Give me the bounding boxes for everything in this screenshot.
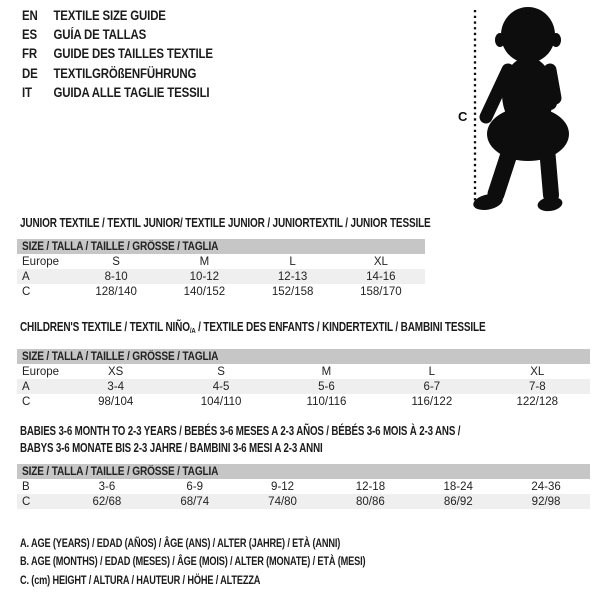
size-header-bar — [17, 464, 590, 479]
lang-title: TEXTILGRÖßENFÜHRUNG — [53, 65, 197, 81]
table-row — [17, 494, 590, 509]
baby-leg-left — [496, 148, 511, 194]
table-cell: 110/116 — [306, 395, 347, 408]
size-header-bar-cell — [17, 349, 590, 364]
lang-title: GUÍA DE TALLAS — [53, 27, 147, 43]
table-row — [17, 379, 590, 394]
table-cell: 9-12 — [271, 480, 295, 493]
baby-foot-right — [537, 195, 564, 212]
table-cell: 80/86 — [326, 494, 414, 509]
row-label: C — [17, 494, 63, 509]
lang-row-it — [22, 83, 213, 102]
lang-code: EN — [22, 8, 38, 23]
baby-head — [501, 7, 555, 63]
babies-title-line1: BABIES 3-6 MONTH TO 2-3 YEARS / BEBÉS 3-6 MESES A 2-3 AÑOS / BÉBÉS 3-6 MOIS À 2-3 ANS / — [20, 424, 461, 438]
table-cell: 14-16 — [337, 269, 425, 284]
table-cell: 12-13 — [249, 269, 337, 284]
table-cell: 68/74 — [151, 494, 239, 509]
size-header-bar-text: SIZE / TALLA / TAILLE / GRÖSSE / TAGLIA — [22, 465, 219, 478]
footnote-c: C. (cm) HEIGHT / ALTURA / HAUTEUR / HÖHE / ALTEZZA — [20, 572, 261, 587]
table-cell: M — [321, 365, 332, 378]
lang-title: TEXTILE SIZE GUIDE — [53, 8, 166, 23]
children-table-title-text — [20, 320, 485, 338]
table-cell: 74/80 — [239, 494, 327, 509]
footnote-b: B. AGE (MONTHS) / EDAD (MESES) / ÂGE (MOIS) / ALTER (MONATE) / ETÀ (MESI) — [20, 554, 366, 569]
language-title-list — [22, 6, 247, 102]
table-cell: 6-7 — [379, 379, 484, 394]
row-label: C — [22, 395, 31, 408]
lang-title: GUIDE DES TAILLES TEXTILE — [53, 46, 213, 62]
babies-size-table — [17, 464, 590, 509]
lang-row-fr — [22, 44, 213, 63]
children-title-part1: CHILDREN'S TEXTILE / TEXTIL NIÑO — [20, 320, 190, 334]
table-cell: XL — [373, 255, 388, 268]
lang-code: IT — [22, 84, 32, 100]
size-header-bar-cell — [17, 464, 590, 479]
footnote-a: A. AGE (YEARS) / EDAD (AÑOS) / ÂGE (ANS) / ALTER (JAHRE) / ETÀ (ANNI) — [20, 536, 341, 550]
baby-silhouette-icon — [458, 2, 600, 215]
baby-figure — [458, 2, 600, 215]
children-size-table — [17, 349, 590, 409]
size-header-bar — [17, 239, 425, 254]
children-table-title — [20, 320, 590, 338]
row-label: C — [22, 285, 31, 298]
table-cell: 7-8 — [485, 379, 590, 394]
table-cell: 3-6 — [98, 480, 116, 493]
table-cell: 122/128 — [516, 395, 559, 408]
size-header-bar-text: SIZE / TALLA / TAILLE / GRÖSSE / TAGLIA — [22, 240, 219, 253]
size-header-bar-cell — [17, 239, 425, 254]
baby-hand-right — [543, 96, 557, 110]
table-cell: 116/122 — [411, 395, 453, 408]
baby-ear-right — [551, 33, 561, 47]
table-cell: 5-6 — [274, 379, 379, 394]
table-cell: 86/92 — [414, 494, 502, 509]
table-cell: 8-10 — [72, 269, 160, 284]
lang-title: GUIDA ALLE TAGLIE TESSILI — [53, 84, 210, 100]
junior-size-table — [17, 239, 425, 299]
table-cell: S — [217, 365, 225, 378]
table-cell: 140/152 — [183, 285, 226, 298]
size-header-bar — [17, 349, 590, 364]
lang-row-en — [22, 6, 213, 25]
table-cell: S — [112, 255, 120, 268]
table-cell: L — [289, 255, 296, 268]
babies-table-title — [20, 423, 590, 456]
table-cell: 18-24 — [443, 480, 473, 493]
table-cell: 104/110 — [200, 395, 242, 408]
table-row — [17, 364, 590, 379]
size-header-bar-text: SIZE / TALLA / TAILLE / GRÖSSE / TAGLIA — [22, 350, 219, 363]
row-label: Europe — [22, 255, 60, 268]
junior-table-section — [17, 216, 431, 299]
table-cell: 92/98 — [502, 494, 590, 509]
babies-table-section — [17, 423, 590, 509]
table-cell: 4-5 — [168, 379, 273, 394]
lang-row-de — [22, 64, 213, 83]
table-row — [17, 284, 425, 299]
junior-table-title — [20, 216, 431, 231]
table-cell: 62/68 — [63, 494, 151, 509]
junior-table-title-text: JUNIOR TEXTILE / TEXTIL JUNIOR/ TEXTILE JUNIOR / JUNIORTEXTIL / JUNIOR TESSILE — [20, 216, 431, 230]
table-cell: L — [428, 365, 436, 378]
children-title-part2: / TEXTILE DES ENFANTS / KINDERTEXTIL / BAMBINI TESSILE — [195, 320, 486, 334]
table-cell: 128/140 — [95, 285, 137, 298]
table-row — [17, 479, 590, 494]
table-cell: XL — [530, 365, 545, 378]
table-cell: 6-9 — [186, 480, 204, 493]
table-cell: 3-4 — [63, 379, 168, 394]
baby-shorts — [487, 107, 569, 161]
children-table-section — [17, 320, 590, 409]
table-cell: M — [199, 255, 210, 268]
table-cell: 24-36 — [531, 480, 561, 493]
table-row — [17, 269, 425, 284]
table-cell: 158/170 — [360, 285, 402, 298]
row-label: B — [22, 480, 30, 493]
baby-leg-right — [547, 148, 551, 195]
table-cell: 12-18 — [355, 480, 386, 493]
table-row — [17, 254, 425, 269]
footnote-list — [20, 534, 463, 589]
table-cell: 152/158 — [271, 285, 314, 298]
row-label: A — [17, 269, 72, 284]
table-cell: 98/104 — [98, 395, 134, 408]
table-row — [17, 394, 590, 409]
baby-arm-right — [550, 70, 555, 98]
row-label: A — [17, 379, 63, 394]
table-cell: 10-12 — [160, 269, 248, 284]
children-title-subscript: /A — [189, 326, 196, 335]
lang-row-es — [22, 25, 213, 44]
baby-ear-left — [495, 33, 505, 47]
table-cell: XS — [108, 365, 124, 378]
lang-code: FR — [22, 46, 37, 62]
babies-title-line2: BABYS 3-6 MONATE BIS 2-3 JAHRE / BAMBINI 3-6 MESI A 2-3 ANNI — [20, 440, 323, 455]
lang-code: ES — [22, 27, 37, 43]
lang-code: DE — [22, 65, 38, 81]
height-measure-label: C — [458, 109, 468, 124]
row-label: Europe — [22, 365, 60, 378]
